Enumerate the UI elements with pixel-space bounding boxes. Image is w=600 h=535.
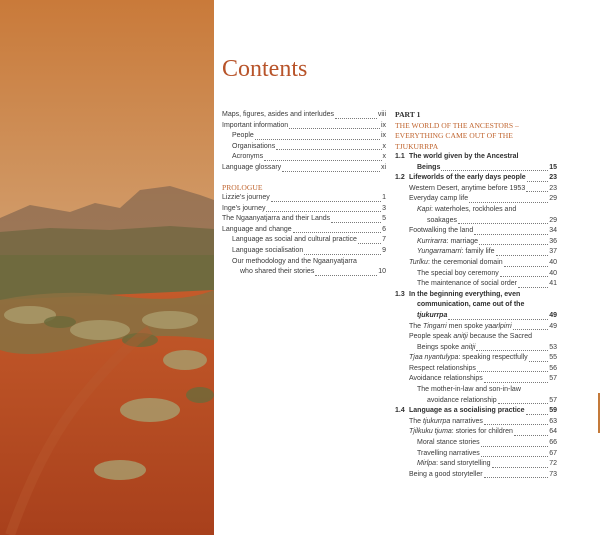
chapter-label-cont: tjukurrpa <box>417 311 448 319</box>
toc-entry-page: ix <box>380 121 386 129</box>
toc-entry-page: 5 <box>382 215 386 223</box>
toc-entry[interactable] <box>395 194 557 205</box>
toc-entry[interactable] <box>395 205 557 226</box>
toc-entry-label: Footwalking the land <box>409 227 474 235</box>
toc-entry[interactable] <box>395 184 557 195</box>
toc-entry-label: : the ceremonial domain <box>427 258 503 266</box>
toc-entry-page: x <box>382 153 386 161</box>
toc-entry-label: Everyday camp life <box>409 195 469 203</box>
toc-entry[interactable] <box>395 237 557 248</box>
toc-left-column <box>222 110 386 278</box>
toc-entry-label: Avoidance relationships <box>409 375 483 383</box>
toc-entry[interactable] <box>222 163 386 174</box>
toc-entry[interactable] <box>395 385 557 406</box>
chapter-entry[interactable] <box>395 173 557 184</box>
leader-dots <box>293 231 381 233</box>
toc-entry-term: Yungarramarri <box>417 248 462 256</box>
leader-dots <box>358 242 381 244</box>
toc-entry-term: Turlku <box>409 258 428 266</box>
toc-entry-label: Western Desert, anytime before 1953 <box>409 184 526 192</box>
leader-dots <box>492 466 549 468</box>
toc-entry[interactable] <box>222 193 386 204</box>
toc-entry-label: Acronyms <box>232 153 264 161</box>
toc-entry[interactable] <box>395 247 557 258</box>
toc-entry-label: Inge’s journey <box>222 204 266 212</box>
toc-entry[interactable] <box>395 438 557 449</box>
chapter-number: 1.3 <box>395 290 405 298</box>
leader-dots <box>458 222 548 224</box>
chapter-page: 15 <box>549 163 557 171</box>
toc-entry-page: 29 <box>549 195 557 203</box>
toc-right-column <box>395 110 557 480</box>
toc-entry[interactable]: Mirlpa: sand storytelling 72 <box>395 459 557 470</box>
chapter-label: Lifeworlds of the early days people <box>409 174 526 182</box>
toc-entry[interactable]: Tjaa nyantulypa: speaking respectfully 55 <box>395 353 557 364</box>
chapter-number: 1.4 <box>395 407 405 415</box>
leader-dots <box>526 413 549 415</box>
toc-entry[interactable] <box>395 269 557 280</box>
toc-entry[interactable] <box>222 121 386 132</box>
toc-entry-page: 34 <box>549 227 557 235</box>
page-title: Contents <box>222 56 308 82</box>
toc-entry[interactable] <box>395 374 557 385</box>
toc-entry-page: 49 <box>549 322 557 330</box>
leader-dots <box>264 159 381 161</box>
chapter-label-cont: Beings <box>417 163 441 171</box>
toc-entry-page: xi <box>380 163 386 171</box>
leader-dots <box>282 170 380 172</box>
cover-photo <box>0 0 214 535</box>
leader-dots <box>477 370 548 372</box>
toc-entry[interactable]: Tjilkuku tjuma: stories for children 64 <box>395 427 557 438</box>
part-title: THE WORLD OF THE ANCESTORS – EVERYTHING CAME OUT OF THE TJUKURRPA <box>395 120 519 151</box>
toc-entry-label: : waterholes, rockholes and <box>431 205 517 213</box>
toc-entry-page: 64 <box>549 428 557 436</box>
toc-entry-label: The mother-in-law and son-in-law <box>417 386 521 394</box>
toc-entry[interactable]: People speak anitji because the Sacred Beings spoke anitji 53 <box>395 332 557 353</box>
leader-dots <box>266 210 381 212</box>
toc-entry[interactable] <box>222 152 386 163</box>
toc-entry[interactable] <box>222 225 386 236</box>
toc-entry[interactable] <box>222 142 386 153</box>
toc-entry-page: 23 <box>549 184 557 192</box>
toc-entry-page: 1 <box>382 194 386 202</box>
leader-dots <box>448 318 548 320</box>
toc-entry-label: Travelling narratives <box>417 449 480 457</box>
toc-entry-term: Kapi <box>417 205 432 213</box>
chapter-label: The world given by the Ancestral <box>409 153 519 160</box>
leader-dots <box>504 265 549 267</box>
chapter-entry[interactable] <box>395 406 557 417</box>
toc-entry-page: 36 <box>549 237 557 245</box>
chapter-label: Language as a socialising practice <box>409 407 525 415</box>
toc-entry[interactable] <box>222 235 386 246</box>
leader-dots <box>500 275 548 277</box>
leader-dots <box>331 221 381 223</box>
toc-entry-term: anitji <box>453 333 468 341</box>
toc-entry-label: Respect relationships <box>409 364 476 372</box>
toc-entry[interactable] <box>395 449 557 460</box>
leader-dots <box>255 138 380 140</box>
leader-dots <box>481 455 548 457</box>
toc-entry-label: Language as social and cultural practice <box>232 236 357 244</box>
leader-dots <box>476 349 548 351</box>
leader-dots <box>496 254 549 256</box>
toc-entry-page: 57 <box>549 396 557 404</box>
leader-dots <box>479 243 548 245</box>
toc-entry-term: Kurrirarra <box>417 237 447 245</box>
toc-entry-label: The special boy ceremony <box>417 269 499 277</box>
toc-entry-page: 40 <box>549 269 557 277</box>
toc-entry-label-cont: who shared their stories <box>240 268 315 276</box>
leader-dots <box>484 476 549 478</box>
leader-dots <box>276 148 381 150</box>
toc-entry[interactable] <box>222 204 386 215</box>
toc-entry-page: x <box>382 142 386 150</box>
chapter-page: 23 <box>549 174 557 182</box>
toc-entry-term: anitji <box>460 343 476 351</box>
toc-entry-label: : marriage <box>446 237 479 245</box>
toc-entry-term: Tjilkuku tjuma <box>409 428 452 436</box>
toc-entry-page: 10 <box>378 268 386 276</box>
chapter-page: 59 <box>549 407 557 415</box>
leader-dots <box>441 169 548 171</box>
toc-entry-term: Mirlpa <box>417 460 437 468</box>
toc-entry[interactable] <box>395 470 557 481</box>
toc-entry[interactable] <box>222 214 386 225</box>
leader-dots <box>518 286 548 288</box>
toc-entry-term: Tjaa nyantulypa <box>409 354 459 362</box>
toc-entry-term: Tingarri <box>423 322 447 330</box>
toc-entry[interactable] <box>222 257 386 278</box>
toc-entry-page: 6 <box>382 225 386 233</box>
toc-entry-label: Maps, figures, asides and interludes <box>222 111 335 118</box>
toc-entry-page: 67 <box>549 449 557 457</box>
toc-entry-page: 3 <box>382 204 386 212</box>
toc-entry-label: The Ngaanyatjarra and their Lands <box>222 215 331 223</box>
toc-entry-label: People <box>232 132 254 140</box>
toc-entry-page: ix <box>380 132 386 140</box>
toc-entry-label-cont: avoidance relationship <box>427 396 497 404</box>
toc-entry-page: 29 <box>549 216 557 224</box>
toc-entry[interactable] <box>395 258 557 269</box>
toc-entry-page: 73 <box>549 470 557 478</box>
toc-entry-page: 55 <box>549 354 557 362</box>
toc-entry-label: Our methodology and the Ngaanyatjarra <box>232 257 357 265</box>
toc-entry-page: 41 <box>549 280 557 288</box>
toc-entry[interactable] <box>395 364 557 375</box>
leader-dots <box>514 434 548 436</box>
chapter-label-cont: communication, came out of the <box>417 301 525 309</box>
leader-dots <box>335 117 377 119</box>
toc-entry-page: 56 <box>549 364 557 372</box>
toc-entry[interactable] <box>395 279 557 290</box>
leader-dots <box>271 200 381 202</box>
toc-entry-label: Language glossary <box>222 163 282 171</box>
leader-dots <box>481 445 549 447</box>
toc-entry-label: Moral stance stories <box>417 439 480 447</box>
leader-dots <box>469 201 548 203</box>
toc-entry-label-cont: soakages <box>427 216 457 224</box>
toc-entry-page: 40 <box>549 258 557 266</box>
toc-entry[interactable]: The Tingarri men spoke yaarlpirri 49 <box>395 322 557 333</box>
toc-entry[interactable]: The tjukurrpa narratives 63 <box>395 417 557 428</box>
toc-entry[interactable] <box>395 226 557 237</box>
leader-dots <box>304 253 381 255</box>
toc-entry-label: Language socialisation <box>232 247 304 255</box>
part-label: PART 1 <box>395 110 421 119</box>
toc-entry[interactable] <box>222 131 386 142</box>
leader-dots <box>315 274 377 276</box>
toc-entry-page: viii <box>377 111 386 118</box>
toc-entry-label: Lizzie’s journey <box>222 194 270 202</box>
leader-dots <box>484 423 548 425</box>
toc-entry-page: 53 <box>549 343 557 351</box>
leader-dots <box>484 381 548 383</box>
toc-entry-label: : family life <box>461 248 495 256</box>
toc-entry-label: Organisations <box>232 142 276 150</box>
toc-entry-page: 57 <box>549 375 557 383</box>
toc-entry-label: Being a good storyteller <box>409 470 483 478</box>
chapter-number: 1.2 <box>395 174 405 182</box>
toc-entry-label: Language and change <box>222 225 292 233</box>
chapter-entry[interactable] <box>395 290 557 322</box>
toc-entry-page: 9 <box>382 247 386 255</box>
chapter-number: 1.1 <box>395 153 405 160</box>
toc-entry[interactable] <box>222 110 386 121</box>
chapter-label: In the beginning everything, even <box>409 290 521 298</box>
leader-dots <box>474 233 548 235</box>
leader-dots <box>498 402 549 404</box>
toc-entry-term: yaarlpirri <box>484 322 512 330</box>
leader-dots <box>289 127 380 129</box>
leader-dots <box>529 360 549 362</box>
toc-entry-page: 72 <box>549 460 557 468</box>
leader-dots <box>513 328 549 330</box>
chapter-entry[interactable] <box>395 152 557 173</box>
toc-entry-page: 7 <box>382 236 386 244</box>
toc-entry-page: 63 <box>549 417 557 425</box>
chapter-page: 49 <box>549 311 557 319</box>
toc-entry-label: The maintenance of social order <box>417 280 517 288</box>
toc-entry[interactable] <box>222 246 386 257</box>
toc-entry-term: tjukurrpa <box>423 417 451 425</box>
toc-entry-page: 37 <box>549 248 557 256</box>
toc-entry-page: 66 <box>549 439 557 447</box>
leader-dots <box>527 180 549 182</box>
leader-dots <box>526 190 548 192</box>
prologue-heading: PROLOGUE <box>222 182 263 192</box>
toc-entry-label: Important information <box>222 121 289 129</box>
